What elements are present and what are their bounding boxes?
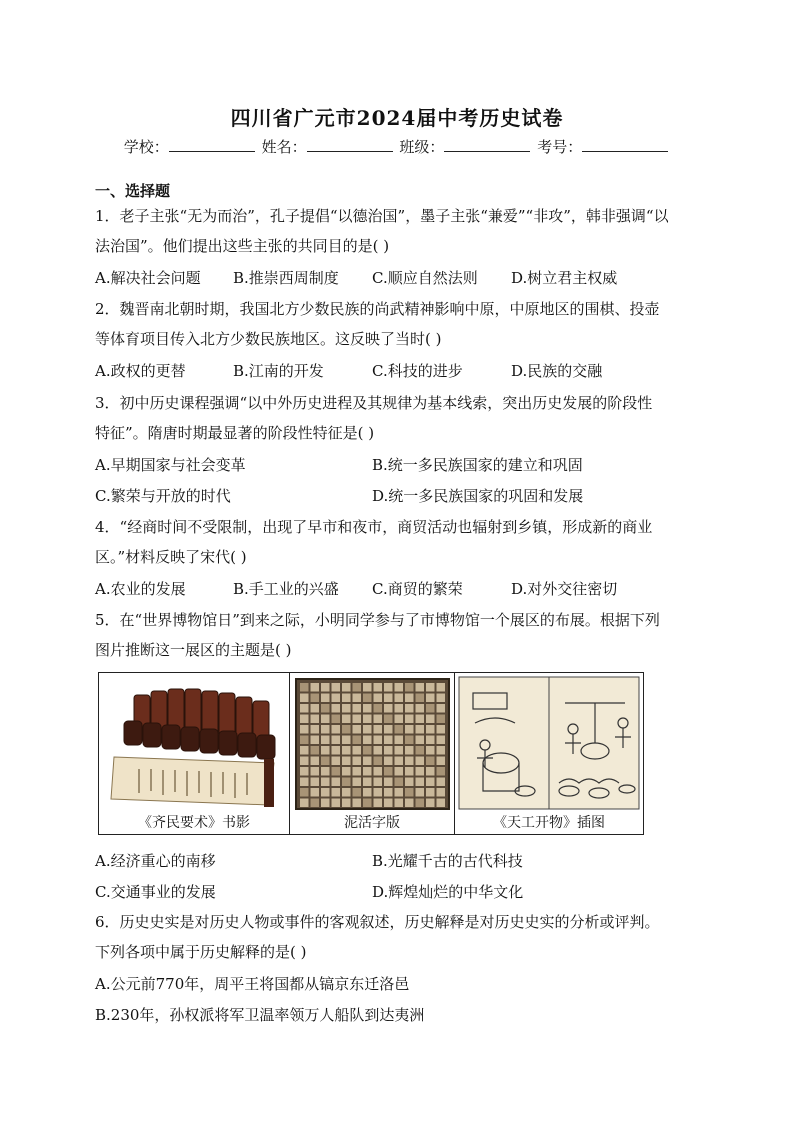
clay-type-panel: [290, 673, 455, 834]
clay-type-block: [300, 767, 309, 776]
q6-stem-line1: 6．历史史实是对历史人物或事件的客观叙述，历史解释是对历史史实的分析或评判。: [95, 913, 660, 931]
clay-type-block: [416, 799, 425, 808]
q1-stem-line1: 1．老子主张“无为而治”，孔子提倡“以德治国”，墨子主张“兼爱”“非攻”，韩非强调“以: [95, 207, 669, 225]
q3-option-a: A.早期国家与社会变革: [95, 456, 246, 474]
clay-type-block: [395, 757, 404, 766]
clay-type-block: [311, 788, 320, 797]
clay-type-block: [426, 683, 435, 692]
clay-type-block: [426, 694, 435, 703]
clay-type-block: [437, 757, 446, 766]
clay-type-block: [342, 725, 351, 734]
clay-type-block: [311, 746, 320, 755]
clay-type-block: [353, 799, 362, 808]
clay-type-block: [342, 704, 351, 713]
clay-type-block: [384, 704, 393, 713]
clay-type-block: [405, 725, 414, 734]
clay-type-block: [342, 778, 351, 787]
page-title: 四川省广元市2024届中考历史试卷: [230, 106, 564, 130]
clay-type-block: [300, 778, 309, 787]
q3-option-b: B.统一多民族国家的建立和巩固: [372, 456, 583, 474]
clay-type-block: [332, 715, 341, 724]
clay-type-block: [342, 746, 351, 755]
clay-type-block: [311, 757, 320, 766]
clay-type-block: [311, 704, 320, 713]
clay-type-block: [426, 778, 435, 787]
clay-type-block: [300, 746, 309, 755]
clay-type-block: [426, 757, 435, 766]
clay-type-block: [311, 683, 320, 692]
clay-type-block: [332, 683, 341, 692]
clay-type-block: [300, 683, 309, 692]
q4-stem-line2: 区。”材料反映了宋代( ): [95, 548, 247, 566]
clay-type-block: [321, 736, 330, 745]
clay-type-block: [374, 767, 383, 776]
clay-type-block: [384, 715, 393, 724]
clay-type-block: [416, 736, 425, 745]
q1-stem-line2: 法治国”。他们提出这些主张的共同目的是( ): [95, 237, 390, 255]
clay-type-block: [353, 715, 362, 724]
q3-stem-line1: 3．初中历史课程强调“以中外历史进程及其规律为基本线索，突出历史发展的阶段性: [95, 394, 653, 412]
clay-type-block: [353, 694, 362, 703]
clay-type-block: [426, 736, 435, 745]
q1-option-a: A.解决社会问题: [95, 269, 201, 287]
clay-type-block: [353, 767, 362, 776]
clay-type-block: [353, 746, 362, 755]
clay-type-block: [426, 746, 435, 755]
q2-stem-line1: 2．魏晋南北朝时期，我国北方少数民族的尚武精神影响中原，中原地区的围棋、投壶: [95, 300, 660, 318]
clay-type-block: [300, 788, 309, 797]
clay-type-block: [374, 704, 383, 713]
clay-type-block: [321, 715, 330, 724]
q2-option-a: A.政权的更替: [95, 362, 186, 380]
name-label: 姓名：: [261, 138, 307, 156]
clay-type-block: [384, 778, 393, 787]
clay-type-block: [437, 767, 446, 776]
clay-type-image: [290, 673, 455, 813]
tiangong-kaiwu-panel: [455, 673, 643, 834]
clay-type-block: [426, 788, 435, 797]
clay-type-block: [332, 746, 341, 755]
clay-type-block: [311, 767, 320, 776]
clay-type-block: [342, 767, 351, 776]
clay-type-block: [384, 799, 393, 808]
clay-type-block: [405, 799, 414, 808]
clay-type-block: [342, 799, 351, 808]
clay-type-block: [384, 694, 393, 703]
clay-type-block: [384, 736, 393, 745]
clay-type-block: [374, 683, 383, 692]
clay-type-block: [405, 746, 414, 755]
q5-option-b: B.光耀千古的古代科技: [372, 852, 523, 870]
clay-type-block: [321, 704, 330, 713]
clay-type-block: [332, 788, 341, 797]
clay-type-block: [374, 757, 383, 766]
clay-type-block: [353, 704, 362, 713]
clay-type-block: [426, 799, 435, 808]
q3-option-d: D.统一多民族国家的巩固和发展: [372, 487, 584, 505]
clay-type-block: [363, 715, 372, 724]
number-blank: [582, 138, 668, 152]
clay-type-block: [395, 746, 404, 755]
q6-option-b: B.230年，孙权派将军卫温率领万人船队到达夷洲: [95, 1006, 425, 1024]
section-heading: 一、选择题: [95, 182, 171, 200]
clay-type-block: [311, 694, 320, 703]
q3-option-c: C.繁荣与开放的时代: [95, 487, 231, 505]
clay-type-block: [321, 799, 330, 808]
clay-type-block: [374, 736, 383, 745]
clay-type-block: [437, 799, 446, 808]
clay-type-block: [353, 725, 362, 734]
q2-option-d: D.民族的交融: [511, 362, 603, 380]
clay-type-block: [332, 694, 341, 703]
clay-type-block: [342, 788, 351, 797]
clay-type-block: [395, 704, 404, 713]
clay-type-block: [395, 788, 404, 797]
clay-type-block: [342, 736, 351, 745]
clay-type-block: [332, 725, 341, 734]
q6-stem-line2: 下列各项中属于历史解释的是( ): [95, 943, 307, 961]
q3-stem-line2: 特征”。隋唐时期最显著的阶段性特征是( ): [95, 424, 375, 442]
clay-type-block: [300, 715, 309, 724]
clay-type-block: [311, 778, 320, 787]
clay-type-block: [395, 715, 404, 724]
clay-type-block: [300, 757, 309, 766]
clay-type-block: [416, 715, 425, 724]
clay-type-block: [374, 799, 383, 808]
clay-type-block: [311, 715, 320, 724]
clay-type-block: [332, 704, 341, 713]
clay-type-block: [332, 767, 341, 776]
clay-type-block: [405, 778, 414, 787]
q5-stem-line1: 5．在“世界博物馆日”到来之际，小明同学参与了市博物馆一个展区的布展。根据下列: [95, 611, 660, 629]
clay-type-block: [395, 683, 404, 692]
clay-type-block: [437, 694, 446, 703]
clay-type-block: [353, 788, 362, 797]
clay-type-block: [384, 725, 393, 734]
clay-type-block: [374, 715, 383, 724]
clay-type-block: [321, 757, 330, 766]
clay-type-block: [416, 694, 425, 703]
clay-type-block: [405, 683, 414, 692]
clay-type-block: [363, 746, 372, 755]
q5-option-a: A.经济重心的南移: [95, 852, 216, 870]
clay-type-block: [416, 725, 425, 734]
clay-type-block: [353, 736, 362, 745]
name-blank: [307, 138, 393, 152]
clay-type-block: [300, 725, 309, 734]
clay-type-block: [405, 757, 414, 766]
q4-option-b: B.手工业的兴盛: [233, 580, 339, 598]
book-scrolls-image: [99, 673, 290, 813]
clay-type-block: [416, 778, 425, 787]
caption-clay-type: 泥活字版: [344, 815, 400, 831]
clay-type-block: [405, 736, 414, 745]
clay-type-block: [395, 767, 404, 776]
clay-type-block: [395, 778, 404, 787]
caption-tiangong-kaiwu: 《天工开物》插图: [493, 815, 605, 831]
student-info-row: [0, 136, 794, 157]
clay-type-block: [426, 767, 435, 776]
clay-type-block: [321, 767, 330, 776]
q5-figure: [98, 672, 644, 835]
clay-type-block: [416, 757, 425, 766]
clay-type-block: [416, 767, 425, 776]
q1-option-b: B.推崇西周制度: [233, 269, 339, 287]
clay-type-block: [363, 694, 372, 703]
clay-type-block: [311, 725, 320, 734]
clay-type-block: [342, 715, 351, 724]
clay-type-block: [342, 757, 351, 766]
clay-type-block: [405, 694, 414, 703]
q2-option-c: C.科技的进步: [372, 362, 463, 380]
clay-type-block: [353, 757, 362, 766]
q6-option-a: A.公元前770年，周平王将国都从镐京东迁洛邑: [95, 975, 410, 993]
clay-type-block: [363, 767, 372, 776]
clay-type-block: [342, 694, 351, 703]
clay-type-block: [363, 704, 372, 713]
clay-type-block: [321, 683, 330, 692]
clay-type-block: [321, 725, 330, 734]
qimin-yaoshu-panel: [99, 673, 290, 834]
clay-type-block: [437, 746, 446, 755]
clay-type-block: [395, 736, 404, 745]
class-label: 班级：: [399, 138, 445, 156]
clay-type-block: [374, 778, 383, 787]
q1-option-d: D.树立君主权威: [511, 269, 618, 287]
clay-type-block: [426, 715, 435, 724]
q5-option-d: D.辉煌灿烂的中华文化: [372, 883, 524, 901]
clay-type-block: [426, 725, 435, 734]
clay-type-block: [332, 799, 341, 808]
q1-option-c: C.顺应自然法则: [372, 269, 478, 287]
tiangong-illustration-image: [455, 673, 643, 813]
clay-type-block: [437, 683, 446, 692]
clay-type-block: [374, 746, 383, 755]
clay-type-block: [332, 757, 341, 766]
clay-type-block: [321, 778, 330, 787]
clay-type-block: [300, 704, 309, 713]
clay-type-block: [363, 725, 372, 734]
clay-type-block: [437, 788, 446, 797]
clay-type-block: [437, 715, 446, 724]
q4-option-a: A.农业的发展: [95, 580, 186, 598]
q2-stem-line2: 等体育项目传入北方少数民族地区。这反映了当时( ): [95, 330, 442, 348]
clay-type-block: [353, 683, 362, 692]
clay-type-block: [416, 683, 425, 692]
clay-type-block: [384, 757, 393, 766]
clay-type-block: [395, 799, 404, 808]
clay-type-block: [395, 694, 404, 703]
clay-type-block: [416, 746, 425, 755]
clay-type-block: [416, 788, 425, 797]
clay-type-block: [405, 715, 414, 724]
class-blank: [444, 138, 530, 152]
clay-type-block: [332, 778, 341, 787]
clay-type-block: [300, 736, 309, 745]
q4-stem-line1: 4．“经商时间不受限制，出现了早市和夜市，商贸活动也辐射到乡镇，形成新的商业: [95, 518, 653, 536]
q4-option-d: D.对外交往密切: [511, 580, 618, 598]
clay-type-block: [311, 799, 320, 808]
clay-type-block: [384, 767, 393, 776]
q4-option-c: C.商贸的繁荣: [372, 580, 463, 598]
number-label: 考号：: [537, 138, 583, 156]
clay-type-block: [363, 788, 372, 797]
clay-type-block: [363, 778, 372, 787]
clay-type-block: [342, 683, 351, 692]
clay-type-block: [363, 736, 372, 745]
clay-type-block: [384, 746, 393, 755]
clay-type-block: [321, 746, 330, 755]
clay-type-block: [437, 725, 446, 734]
clay-type-block: [437, 736, 446, 745]
clay-type-block: [405, 767, 414, 776]
clay-type-block: [300, 799, 309, 808]
q5-option-c: C.交通事业的发展: [95, 883, 216, 901]
clay-type-block: [353, 778, 362, 787]
clay-type-block: [300, 694, 309, 703]
clay-type-block: [384, 683, 393, 692]
clay-type-block: [374, 788, 383, 797]
clay-type-block: [363, 683, 372, 692]
clay-type-block: [363, 757, 372, 766]
clay-type-block: [395, 725, 404, 734]
clay-type-block: [416, 704, 425, 713]
clay-type-block: [311, 736, 320, 745]
q5-stem-line2: 图片推断这一展区的主题是( ): [95, 641, 292, 659]
clay-type-block: [321, 694, 330, 703]
school-blank: [169, 138, 255, 152]
clay-type-block: [405, 788, 414, 797]
clay-type-block: [321, 788, 330, 797]
clay-type-block: [405, 704, 414, 713]
q2-option-b: B.江南的开发: [233, 362, 324, 380]
school-label: 学校：: [123, 138, 169, 156]
clay-type-block: [374, 725, 383, 734]
clay-type-block: [437, 778, 446, 787]
clay-type-block: [363, 799, 372, 808]
clay-type-block: [332, 736, 341, 745]
clay-type-block: [437, 704, 446, 713]
clay-type-block: [426, 704, 435, 713]
caption-qimin-yaoshu: 《齐民要术》书影: [138, 815, 250, 831]
clay-type-block: [374, 694, 383, 703]
clay-type-block: [384, 788, 393, 797]
